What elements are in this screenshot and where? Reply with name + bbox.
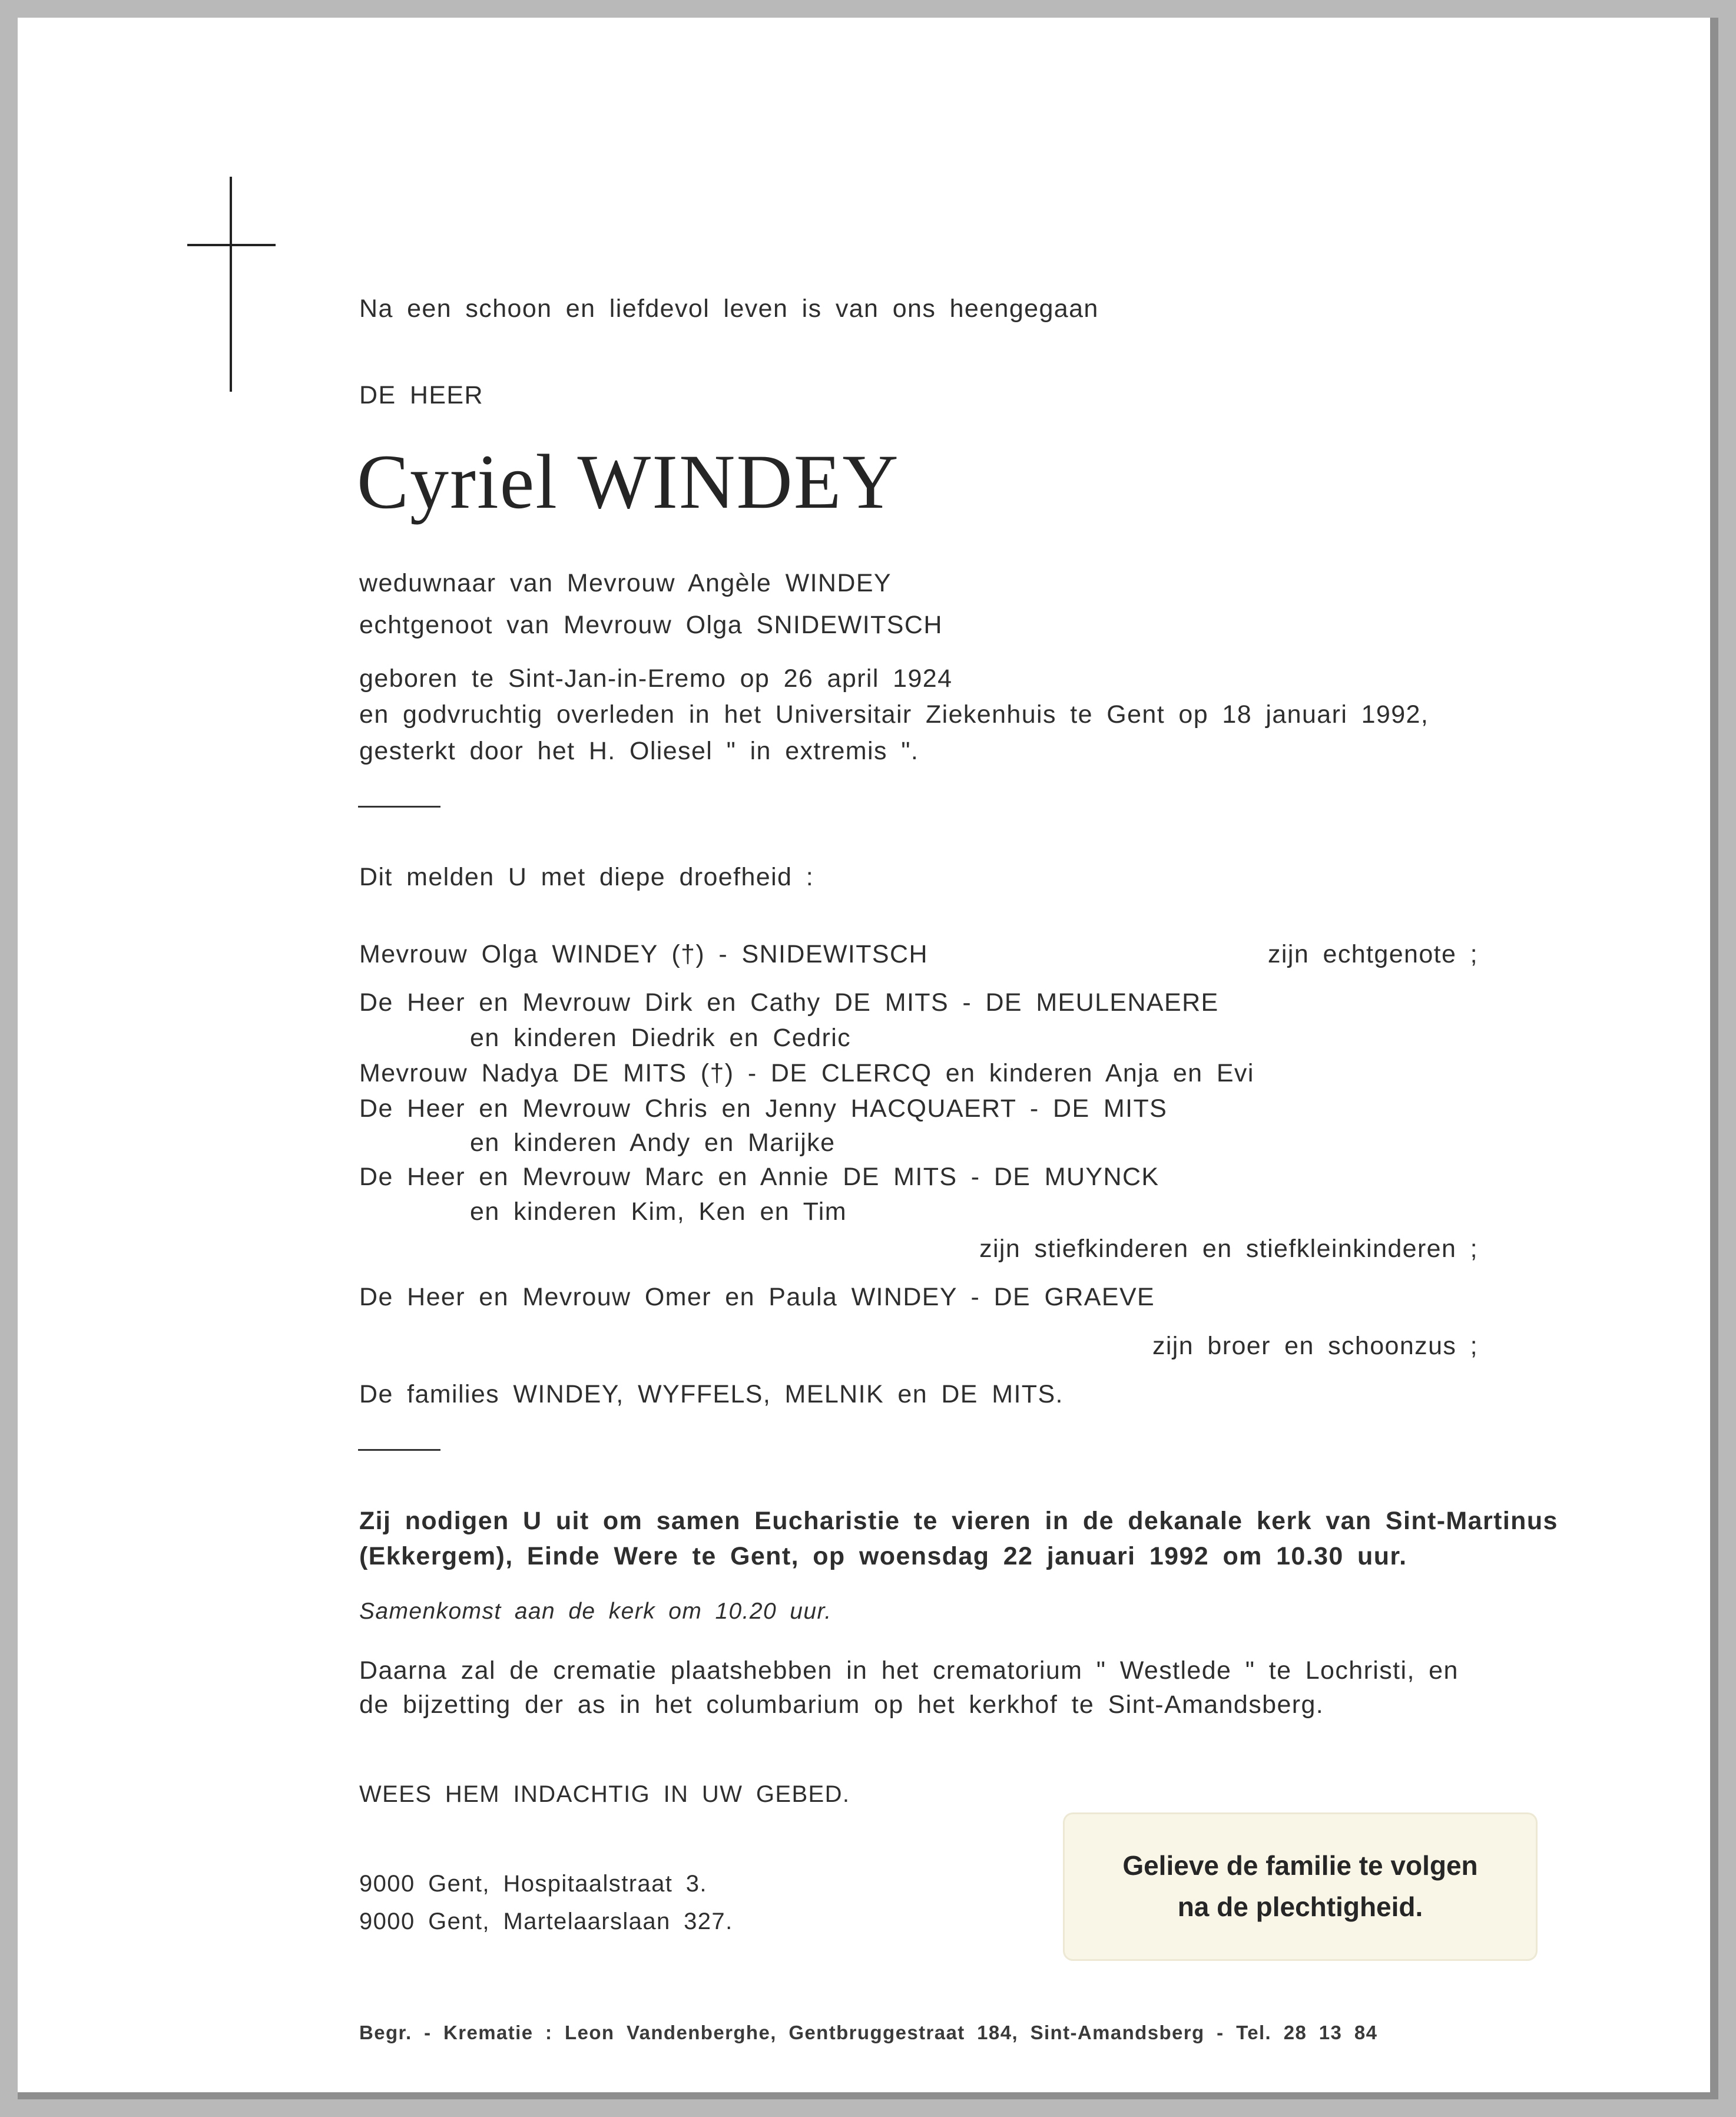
relation-line: weduwnaar van Mevrouw Angèle WINDEY — [359, 569, 892, 597]
divider — [358, 1449, 440, 1451]
cremation-line: Daarna zal de crematie plaatshebben in het crematorium " Westlede " te Lochristi, en — [359, 1656, 1459, 1685]
label-line: Gelieve de familie te volgen — [1122, 1850, 1478, 1881]
family-line: De Heer en Mevrouw Chris en Jenny HACQUAERT - DE MITS — [359, 1094, 1168, 1123]
families-line: De families WINDEY, WYFFELS, MELNIK en DE MITS. — [359, 1380, 1064, 1408]
title-prefix: DE HEER — [359, 381, 483, 409]
family-line: en kinderen Andy en Marijke — [470, 1129, 836, 1157]
birth-death-line: en godvruchtig overleden in het Universitair Ziekenhuis te Gent op 18 januari 1992, — [359, 700, 1429, 729]
follow-family-label — [1065, 1814, 1536, 1959]
address-line: 9000 Gent, Hospitaalstraat 3. — [359, 1871, 707, 1897]
spouse-role: zijn echtgenote ; — [1268, 940, 1478, 968]
service-line: (Ekkergem), Einde Were te Gent, op woensdag 22 januari 1992 om 10.30 uur. — [359, 1542, 1407, 1570]
label-line: na de plechtigheid. — [1177, 1891, 1423, 1922]
stepchildren-role: zijn stiefkinderen en stiefkleinkinderen ; — [979, 1235, 1478, 1263]
brother-role: zijn broer en schoonzus ; — [1152, 1332, 1478, 1360]
birth-death-line: geboren te Sint-Jan-in-Eremo op 26 april 1924 — [359, 664, 953, 693]
deceased-name: Cyriel WINDEY — [357, 438, 900, 525]
relation-line: echtgenoot van Mevrouw Olga SNIDEWITSCH — [359, 611, 943, 639]
announce-text: Dit melden U met diepe droefheid : — [359, 863, 814, 891]
birth-death-line: gesterkt door het H. Oliesel " in extremis ". — [359, 737, 919, 765]
family-line: Mevrouw Nadya DE MITS (†) - DE CLERCQ en kinderen Anja en Evi — [359, 1059, 1254, 1087]
family-line: en kinderen Diedrik en Cedric — [470, 1024, 852, 1052]
address-line: 9000 Gent, Martelaarslaan 327. — [359, 1908, 733, 1934]
cremation-line: de bijzetting der as in het columbarium op het kerkhof te Sint-Amandsberg. — [359, 1691, 1324, 1719]
cross-icon — [230, 177, 232, 392]
service-line: Zij nodigen U uit om samen Eucharistie te vieren in de dekanale kerk van Sint-Martinus — [359, 1507, 1558, 1535]
divider — [358, 806, 440, 808]
spouse-name: Mevrouw Olga WINDEY (†) - SNIDEWITSCH — [359, 940, 928, 968]
family-line: De Heer en Mevrouw Marc en Annie DE MITS - DE MUYNCK — [359, 1163, 1159, 1191]
undertaker-footer: Begr. - Krematie : Leon Vandenberghe, Gentbruggestraat 184, Sint-Amandsberg - Tel. 28 13 84 — [359, 2022, 1378, 2043]
intro-text: Na een schoon en liefdevol leven is van ons heengegaan — [359, 295, 1099, 323]
family-line: en kinderen Kim, Ken en Tim — [470, 1198, 847, 1226]
family-line: De Heer en Mevrouw Dirk en Cathy DE MITS - DE MEULENAERE — [359, 988, 1219, 1017]
gathering-text: Samenkomst aan de kerk om 10.20 uur. — [359, 1599, 832, 1624]
remember-text: WEES HEM INDACHTIG IN UW GEBED. — [359, 1781, 850, 1807]
cross-icon-bar — [187, 244, 276, 246]
brother-name: De Heer en Mevrouw Omer en Paula WINDEY - DE GRAEVE — [359, 1283, 1155, 1311]
